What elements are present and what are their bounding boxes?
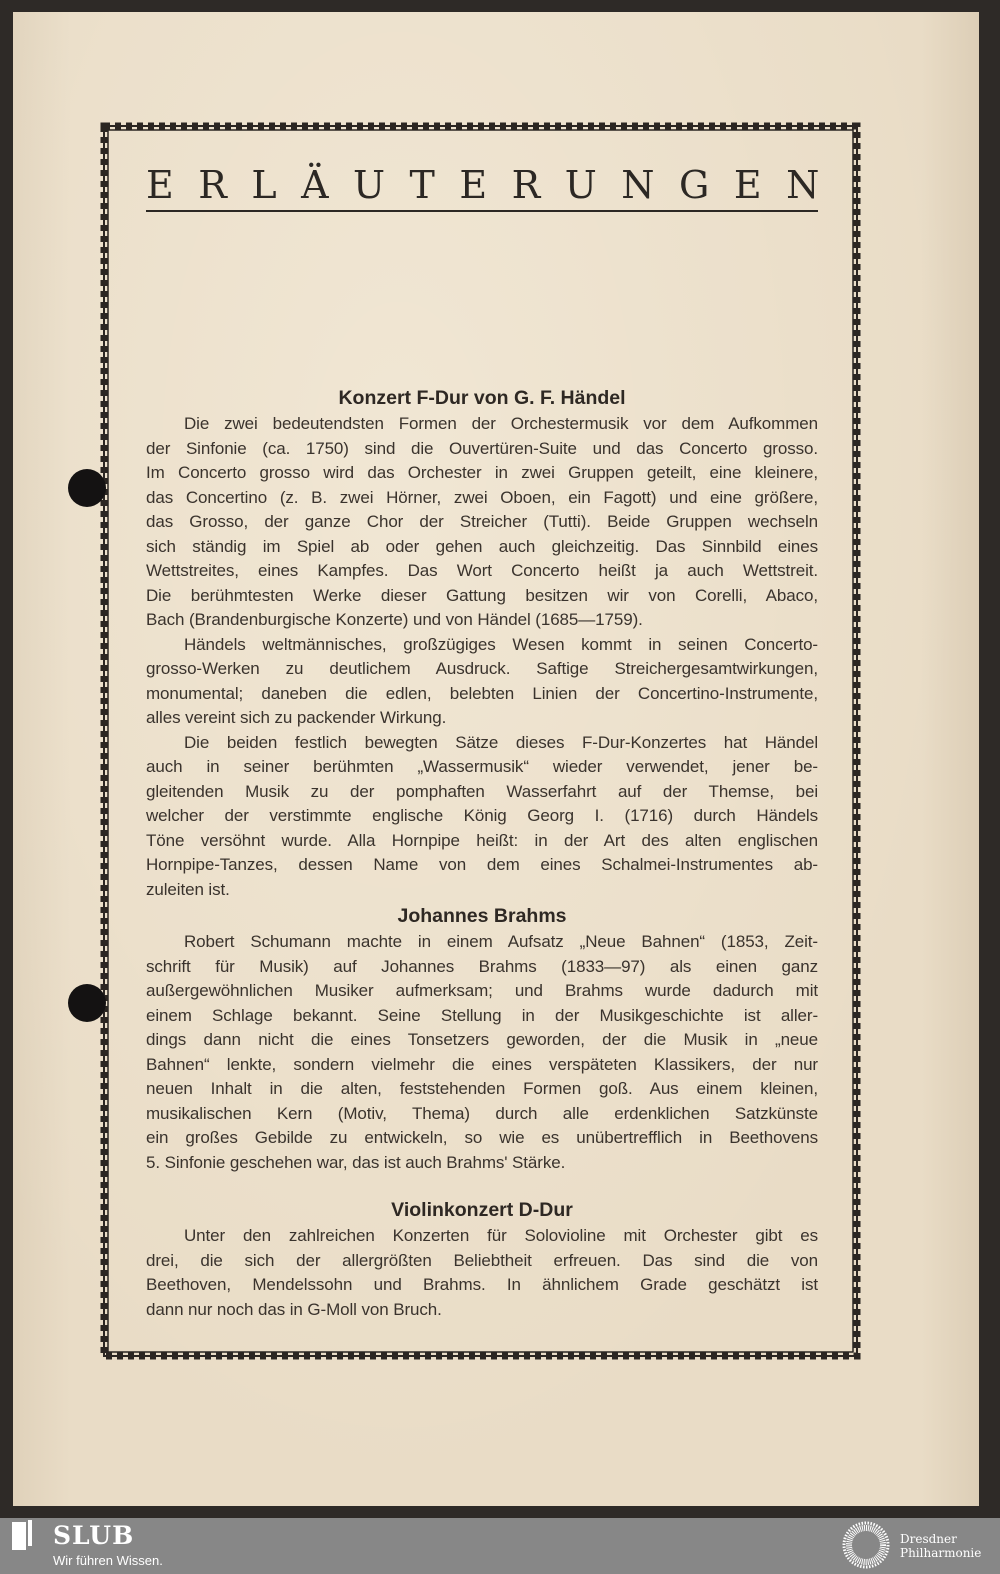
section-heading: Johannes Brahms [397, 905, 567, 927]
text-line: dings dann nicht die eines Tonsetzers geworden, der die Musik in „neue [146, 1030, 818, 1049]
text-line: der Sinfonie (ca. 1750) sind die Ouvertüren-Suite und das Concerto grosso. [146, 438, 818, 458]
text-line: das Concertino (z. B. zwei Hörner, zwei Oboen, ein Fagott) und eine größere, [146, 487, 818, 507]
text-line: ein großes Gebilde zu entwickeln, so wie es unübertrefflich in Beethovens [146, 1128, 818, 1147]
text-line: Die berühmtesten Werke dieser Gattung besitzen wir von Corelli, Abaco, [146, 585, 818, 605]
philharmonie-line2: Philharmonie [900, 1546, 982, 1560]
paragraph [146, 731, 818, 903]
text-line: schrift für Musik) auf Johannes Brahms (1833—97) als einen ganz [146, 956, 818, 976]
text-line: zuleiten ist. [146, 879, 230, 899]
slub-name[interactable]: SLUB [53, 1521, 135, 1550]
text-line: Im Concerto grosso wird das Orchester in zwei Gruppen geteilt, eine kleinere, [146, 463, 818, 482]
text-line: Wettstreites, eines Kampfes. Das Wort Concerto heißt ja auch Wettstreit. [146, 561, 818, 580]
punch-hole [68, 469, 106, 507]
paragraph [146, 412, 818, 633]
philharmonie-line1: Dresdner [900, 1532, 957, 1546]
section-brahms [146, 902, 818, 1175]
text-line: Töne versöhnt wurde. Alla Hornpipe heißt: in der Art des alten englischen [146, 830, 818, 850]
slub-logo-icon [12, 1522, 26, 1550]
text-line: Die beiden festlich bewegten Sätze dieses F-Dur-Konzertes hat Händel [184, 732, 818, 752]
philharmonie-logo-icon [840, 1520, 892, 1570]
text-line: Hornpipe-Tanzes, dessen Name von dem eines Schalmei-Instrumentes ab- [146, 855, 818, 874]
text-line: Bach (Brandenburgische Konzerte) und von Händel (1685—1759). [146, 610, 643, 629]
section-heading: Violinkonzert D-Dur [391, 1199, 573, 1221]
paragraph [146, 1224, 818, 1322]
text-line: welcher der verstimmte englische König Georg I. (1716) durch Händels [146, 806, 818, 825]
text-line: alles vereint sich zu packender Wirkung. [146, 708, 447, 727]
text-line: Beethoven, Mendelssohn und Brahms. In ähnlichem Grade geschätzt ist [146, 1275, 818, 1294]
text-line: grosso-Werken zu deutlichem Ausdruck. Saftige Streichergesamtwirkungen, [146, 659, 818, 678]
page-title: ERLÄUTERUNGEN [146, 163, 844, 207]
section-haendel [146, 384, 818, 902]
section-violinkonzert [146, 1196, 818, 1322]
text-line: einem Schlage bekannt. Seine Stellung in der Musikgeschichte ist aller- [146, 1005, 818, 1025]
text-line: drei, die sich der allergrößten Beliebtheit erfreuen. Das sind die von [146, 1250, 818, 1270]
punch-hole [68, 984, 106, 1022]
text-line: sich ständig im Spiel ab oder gehen auch gleichzeitig. Das Sinnbild eines [146, 536, 818, 556]
text-line: Die zwei bedeutendsten Formen der Orchestermusik vor dem Aufkommen [184, 414, 818, 433]
text-line: Bahnen“ lenkte, sondern vielmehr die eines verspäteten Klassikers, der nur [146, 1054, 818, 1074]
text-line: 5. Sinfonie geschehen war, das ist auch Brahms' Stärke. [146, 1152, 566, 1172]
paragraph [146, 633, 818, 731]
text-line: musikalischen Kern (Motiv, Thema) durch alle erdenklichen Satzkünste [146, 1103, 818, 1123]
section-heading: Konzert F-Dur von G. F. Händel [338, 387, 626, 409]
text-line: gleitenden Musik zu der pomphaften Wasserfahrt auf der Themse, bei [146, 781, 818, 801]
text-line: Händels weltmännisches, großzügiges Wesen kommt in seinen Concerto- [184, 634, 818, 654]
footer-bar [0, 1518, 1000, 1574]
text-line: das Grosso, der ganze Chor der Streicher (Tutti). Beide Gruppen wechseln [146, 512, 818, 531]
text-line: auch in seiner berühmten „Wassermusik“ wieder verwendet, jener be- [146, 757, 818, 776]
title-underline [146, 210, 818, 212]
text-line: Unter den zahlreichen Konzerten für Solovioline mit Orchester gibt es [184, 1226, 818, 1245]
text-line: monumental; daneben die edlen, belebten Linien der Concertino-Instrumente, [146, 683, 818, 703]
text-line: dann nur noch das in G-Moll von Bruch. [146, 1299, 442, 1319]
text-line: Robert Schumann machte in einem Aufsatz „Neue Bahnen“ (1853, Zeit- [184, 932, 818, 951]
philharmonie-name[interactable] [900, 1532, 981, 1560]
slub-tagline: Wir führen Wissen. [53, 1553, 163, 1568]
paragraph [146, 930, 818, 1175]
text-line: außergewöhnlichen Musiker aufmerksam; und Brahms wurde dadurch mit [146, 981, 818, 1000]
text-line: neuen Inhalt in die alten, feststehenden Formen goß. Aus einem kleinen, [146, 1079, 818, 1098]
